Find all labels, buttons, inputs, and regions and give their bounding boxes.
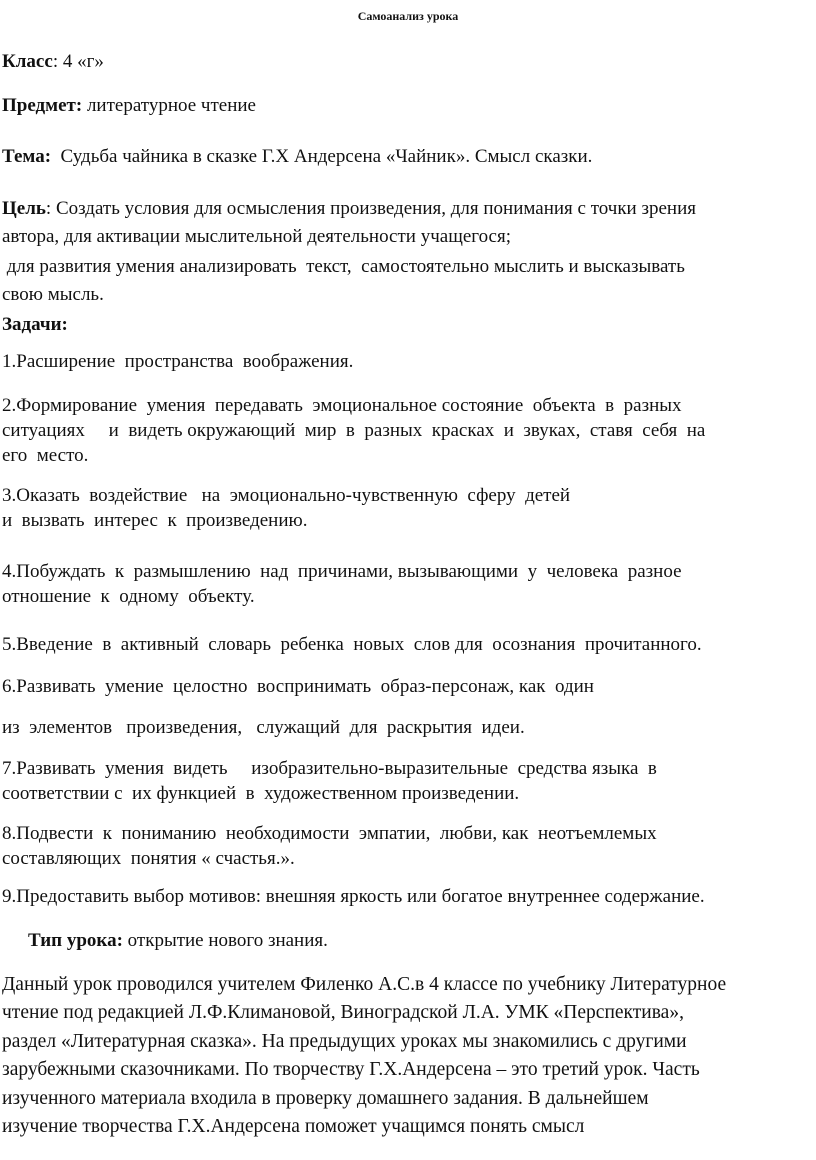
task-8-line-2: составляющих понятия « счастья.». (2, 848, 295, 869)
class-value: : 4 «г» (52, 51, 104, 72)
lesson-type-line (28, 929, 328, 953)
topic-label: Тема: (2, 146, 52, 167)
task-2-line-3: его место. (2, 445, 89, 466)
goal-label: Цель (2, 198, 46, 219)
topic-value: Судьба чайника в сказке Г.Х Андерсена «Чайник». Смысл сказки. (51, 146, 593, 167)
goal-line-2: автора, для активации мыслительной деятельности учащегося; (2, 226, 512, 247)
task-2-line-2: ситуациях и видеть окружающий мир в разных красках и звуках, ставя себя на (2, 420, 706, 441)
paragraph-line-6: изучение творчества Г.Х.Андерсена поможет учащимся понять смысл (2, 1116, 585, 1137)
goal-line-4: свою мысль. (2, 284, 104, 305)
task-8-line-1: 8.Подвести к пониманию необходимости эмпатии, любви, как неотъемлемых (2, 823, 657, 844)
class-label: Класс (2, 51, 53, 72)
task-7-line-1: 7.Развивать умения видеть изобразительно-выразительные средства языка в (2, 758, 657, 779)
task-6-line-2: из элементов произведения, служащий для раскрытия идеи. (2, 717, 525, 738)
paragraph-line-4: зарубежными сказочниками. По творчеству Г.Х.Андерсена – это третий урок. Часть (2, 1059, 700, 1080)
task-5: 5.Введение в активный словарь ребенка новых слов для осознания прочитанного. (2, 634, 702, 655)
subject-value: литературное чтение (82, 95, 256, 116)
task-7-line-2: соответствии с их функцией в художественном произведении. (2, 783, 520, 804)
topic-line (2, 145, 592, 169)
task-9: 9.Предоставить выбор мотивов: внешняя яркость или богатое внутреннее содержание. (2, 886, 705, 907)
lesson-type-value: открытие нового знания. (122, 930, 328, 951)
task-6-line-1: 6.Развивать умение целостно воспринимать образ-персонаж, как один (2, 676, 594, 697)
paragraph-line-5: изученного материала входила в проверку домашнего задания. В дальнейшем (2, 1088, 649, 1109)
paragraph-line-1: Данный урок проводился учителем Филенко А.С.в 4 классе по учебнику Литературное (2, 974, 727, 995)
tasks-heading: Задачи: (2, 314, 68, 335)
task-3-line-1: 3.Оказать воздействие на эмоционально-чувственную сферу детей (2, 485, 571, 506)
goal-line-3: для развития умения анализировать текст, самостоятельно мыслить и высказывать (2, 256, 685, 277)
task-4-line-2: отношение к одному объекту. (2, 586, 255, 607)
paragraph-line-2: чтение под редакцией Л.Ф.Климановой, Виноградской Л.А. УМК «Перспектива», (2, 1002, 684, 1023)
task-4-line-1: 4.Побуждать к размышлению над причинами, вызывающими у человека разное (2, 561, 682, 582)
paragraph-line-3: раздел «Литературная сказка». На предыдущих уроках мы знакомились с другими (2, 1031, 687, 1052)
subject-label: Предмет: (2, 95, 83, 116)
task-3-line-2: и вызвать интерес к произведению. (2, 510, 308, 531)
lesson-type-label: Тип урока: (28, 930, 123, 951)
goal-text-1: : Создать условия для осмысления произведения, для понимания с точки зрения (45, 198, 696, 219)
class-line (2, 50, 104, 74)
subject-line (2, 94, 256, 118)
page-title: Самоанализ урока (357, 9, 459, 23)
task-2-line-1: 2.Формирование умения передавать эмоциональное состояние объекта в разных (2, 395, 682, 416)
goal-line-1 (2, 197, 802, 221)
task-1: 1.Расширение пространства воображения. (2, 351, 354, 372)
